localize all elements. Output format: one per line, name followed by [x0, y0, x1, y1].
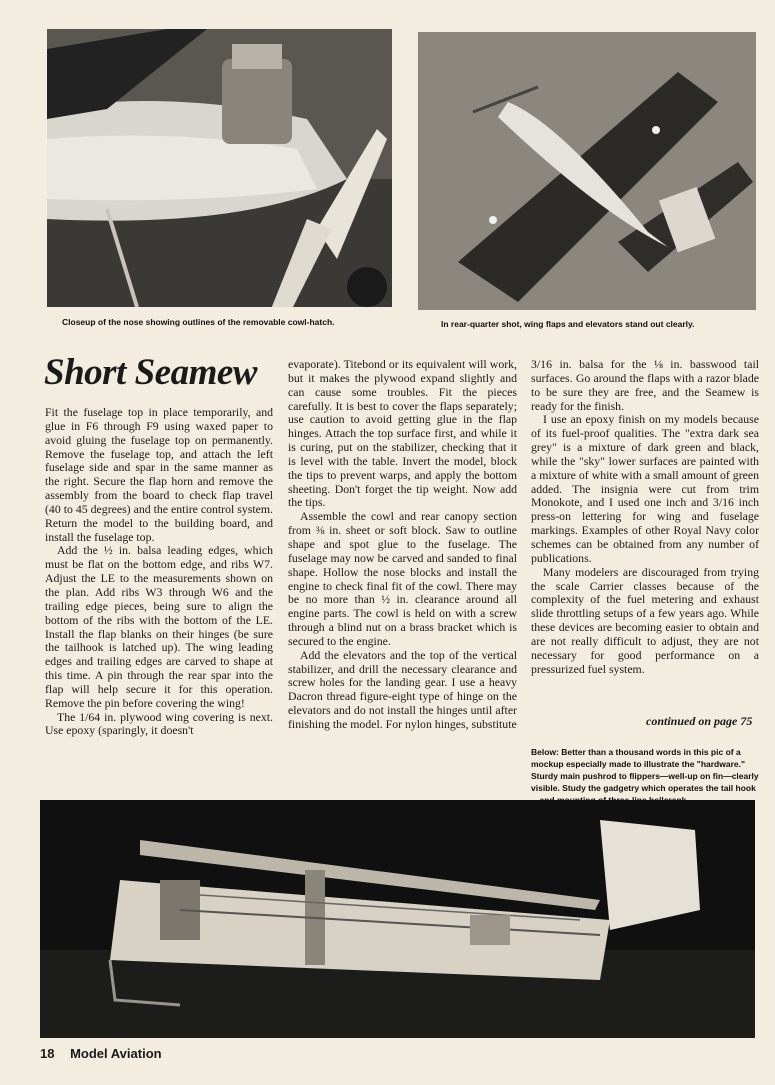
caption-rear-quarter: In rear-quarter shot, wing flaps and elevators stand out clearly.	[441, 319, 695, 329]
paragraph: Add the elevators and the top of the vertical stabilizer, and drill the necessary clearance and screw holes for the landing gear. I use a heavy Dacron thread figure-eight type of hinge on the elevators and do not install the hinges until after finishing the model. For nylon hinges, substitute	[288, 647, 517, 731]
photo-mockup-graphic	[40, 800, 755, 1038]
paragraph: evaporate). Titebond or its equivalent will work, but it makes the plywood expand slightly and can cause some troubles. Fit the pieces carefully. It is best to cover the flaps separately; use caution to avoid getting glue in the flap hinges. Attach the top surface first, and while it is curing, put on the stabilizer, checking that it is level with the table. Invert the model, block the tips to prevent warps, and apply the bottom sheeting. Don't forget the tip weight. Now add the tips.	[288, 357, 517, 510]
paragraph: Add the ½ in. balsa leading edges, which must be flat on the bottom edge, and ribs W7. Adjust the LE to the measurements shown on the plan. Add ribs W3 through W6 and the trailing edge pieces, being sure to align the bottom of the ribs with the bottom of the LE. Install the flap blanks on their hinges (be sure the tailhook is latched up). The wing leading edges and trailing edges are carved to shape at this time. A pin through the rear spar into the flap will help secure it for this operation. Remove the pin before covering the wing!	[45, 543, 273, 710]
paragraph: Assemble the cowl and rear canopy section from ⅜ in. sheet or soft block. Saw to outline shape and spot glue to the fuselage. The fuselage may now be carved and sanded to final shape. Hollow the nose blocks and install the engine to check final fit of the cowl. There may be no more than ½ in. clearance around all engine parts. The cowl is held on with a screw through a blind nut on a brass bracket which is secured to the engine.	[288, 509, 517, 648]
paragraph: Fit the fuselage top in place temporarily, and glue in F6 through F9 using waxed paper to avoid gluing the fuselage top on permanently. Remove the fuselage top, and attach the left fuselage side and spar in the same manner as the right. Secure the flap horn and remove the assembly from the board to check flap travel (40 to 45 degrees) and the entire control system. Return the model to the building board, and install the fuselage top.	[45, 405, 273, 544]
paragraph: I use an epoxy finish on my models because of its fuel-proof qualities. The "extra dark sea grey" is a mixture of dark green and black, while the "sky" lower surfaces are painted with a mixture of white with a small amount of green added. The insignia were cut from trim Monokote, and I used one inch and 3/16 inch press-on lettering for wing and fuselage markings. Examples of other Royal Navy color schemes can be obtained from any number of publications.	[531, 412, 759, 565]
paragraph: The 1/64 in. plywood wing covering is next. Use epoxy (sparingly, it doesn't	[45, 709, 273, 738]
paragraph: 3/16 in. balsa for the ⅛ in. basswood tail surfaces. Go around the flaps with a razor blade to be sure they are free, and the Seamew is ready for the finish.	[531, 357, 759, 413]
photo-nose-closeup	[47, 29, 392, 307]
continued-note: continued on page 75	[646, 714, 753, 728]
photo-mockup-hardware	[40, 800, 755, 1038]
article-column-1	[45, 406, 273, 738]
photo-rear-quarter-graphic	[418, 32, 756, 310]
photo-rear-quarter	[418, 32, 756, 310]
magazine-name: Model Aviation	[70, 1046, 162, 1061]
page-footer	[40, 1046, 162, 1061]
article-title: Short Seamew	[44, 352, 257, 393]
article-column-2	[288, 358, 517, 732]
article-column-3	[531, 358, 759, 676]
paragraph: Many modelers are discouraged from trying the scale Carrier classes because of the complexity of the fuel metering and exhaust slide throttling setups of a few years ago. While these devices are becoming easier to obtain and are not really difficult to adjust, they are not necessary for good performance on a pressurized fuel system.	[531, 564, 759, 676]
page-number: 18	[40, 1046, 55, 1061]
caption-mockup: Below: Better than a thousand words in this pic of a mockup especially made to illustrate the "hardware." Sturdy main pushrod to flippers—well-up on fin—clearly visible. Study the gadgetry which operates the tail hook	[531, 747, 759, 793]
caption-nose-closeup: Closeup of the nose showing outlines of the removable cowl-hatch.	[62, 317, 335, 327]
photo-nose-graphic	[47, 29, 392, 307]
